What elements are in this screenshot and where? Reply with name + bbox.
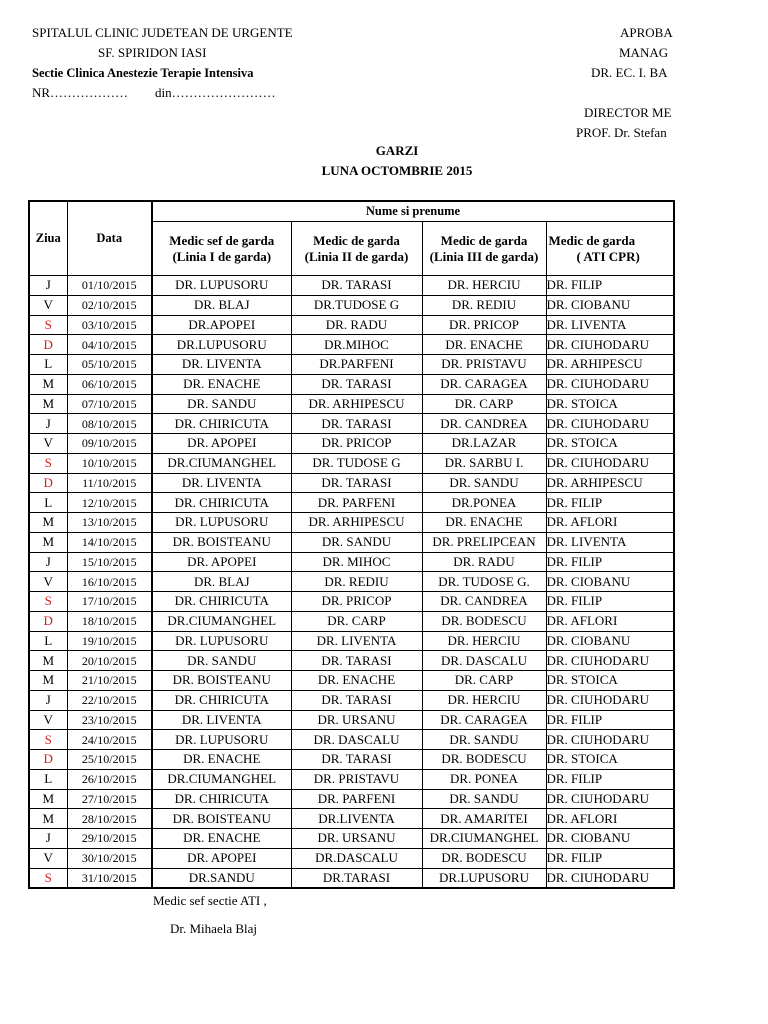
cell-cpr-doctor: DR. FILIP — [546, 848, 674, 868]
table-row — [29, 592, 674, 612]
table-row — [29, 394, 674, 414]
cell-line1-doctor: DR. BLAJ — [152, 572, 291, 592]
cell-line2-doctor: DR. TARASI — [291, 374, 422, 394]
cell-day: M — [29, 374, 67, 394]
cell-day: D — [29, 611, 67, 631]
cell-cpr-doctor: DR. ARHIPESCU — [546, 355, 674, 375]
cell-cpr-doctor: DR. AFLORI — [546, 611, 674, 631]
cell-line3-doctor: DR. RADU — [422, 552, 546, 572]
cell-line1-doctor: DR. ENACHE — [152, 829, 291, 849]
cell-line3-doctor: DR. HERCIU — [422, 690, 546, 710]
cell-line2-doctor: DR. PARFENI — [291, 789, 422, 809]
approval-line1: APROBA — [620, 25, 673, 40]
cell-day: J — [29, 829, 67, 849]
cell-date: 19/10/2015 — [67, 631, 152, 651]
cell-line2-doctor: DR. URSANU — [291, 710, 422, 730]
table-row — [29, 374, 674, 394]
cell-line2-doctor: DR. MIHOC — [291, 552, 422, 572]
col-header-line1-title: Medic sef de garda — [169, 232, 275, 248]
cell-line2-doctor: DR. REDIU — [291, 572, 422, 592]
cell-line1-doctor: DR. BLAJ — [152, 295, 291, 315]
cell-line3-doctor: DR. HERCIU — [422, 276, 546, 296]
cell-cpr-doctor: DR. LIVENTA — [546, 532, 674, 552]
cell-date: 26/10/2015 — [67, 769, 152, 789]
table-row — [29, 355, 674, 375]
page-title — [0, 143, 768, 159]
cell-line3-doctor: DR. CANDREA — [422, 414, 546, 434]
cell-line3-doctor: DR.PONEA — [422, 493, 546, 513]
title-text: GARZI — [375, 143, 419, 158]
table-row — [29, 710, 674, 730]
cell-cpr-doctor: DR. AFLORI — [546, 809, 674, 829]
col-header-date: Data — [67, 201, 152, 276]
cell-date: 23/10/2015 — [67, 710, 152, 730]
signature-title: Medic sef sectie ATI , — [153, 893, 267, 908]
cell-line1-doctor: DR. LUPUSORU — [152, 276, 291, 296]
section-name: Sectie Clinica Anestezie Terapie Intensiva — [32, 66, 254, 80]
cell-line3-doctor: DR. CANDREA — [422, 592, 546, 612]
page-subtitle — [0, 163, 768, 179]
table-row — [29, 750, 674, 770]
cell-line1-doctor: DR. LUPUSORU — [152, 730, 291, 750]
cell-day: D — [29, 335, 67, 355]
cell-day: S — [29, 592, 67, 612]
cell-line1-doctor: DR.SANDU — [152, 868, 291, 888]
cell-line3-doctor: DR. BODESCU — [422, 848, 546, 868]
cell-line3-doctor: DR. ENACHE — [422, 335, 546, 355]
signature-name: Dr. Mihaela Blaj — [170, 921, 258, 936]
approval-line4: DIRECTOR ME — [584, 105, 672, 120]
cell-line1-doctor: DR.CIUMANGHEL — [152, 453, 291, 473]
cell-cpr-doctor: DR. STOICA — [546, 750, 674, 770]
cell-day: V — [29, 572, 67, 592]
cell-day: M — [29, 532, 67, 552]
table-row — [29, 414, 674, 434]
cell-line2-doctor: DR. DASCALU — [291, 730, 422, 750]
table-row — [29, 789, 674, 809]
cell-line3-doctor: DR. REDIU — [422, 295, 546, 315]
cell-date: 03/10/2015 — [67, 315, 152, 335]
table-row — [29, 868, 674, 888]
cell-day: S — [29, 868, 67, 888]
cell-date: 31/10/2015 — [67, 868, 152, 888]
cell-day: V — [29, 710, 67, 730]
cell-line1-doctor: DR. CHIRICUTA — [152, 789, 291, 809]
cell-line3-doctor: DR. CARAGEA — [422, 374, 546, 394]
cell-date: 17/10/2015 — [67, 592, 152, 612]
cell-cpr-doctor: DR. AFLORI — [546, 513, 674, 533]
cell-line2-doctor: DR.PARFENI — [291, 355, 422, 375]
cell-cpr-doctor: DR. FILIP — [546, 710, 674, 730]
cell-date: 07/10/2015 — [67, 394, 152, 414]
approval-line5: PROF. Dr. Stefan — [576, 125, 667, 140]
cell-date: 08/10/2015 — [67, 414, 152, 434]
hospital-name-line1: SPITALUL CLINIC JUDETEAN DE URGENTE — [32, 25, 293, 40]
cell-line2-doctor: DR.TARASI — [291, 868, 422, 888]
cell-date: 21/10/2015 — [67, 671, 152, 691]
cell-line3-doctor: DR. SANDU — [422, 730, 546, 750]
cell-day: M — [29, 651, 67, 671]
cell-day: V — [29, 295, 67, 315]
cell-day: S — [29, 730, 67, 750]
cell-day: L — [29, 355, 67, 375]
table-row — [29, 848, 674, 868]
cell-line2-doctor: DR.MIHOC — [291, 335, 422, 355]
col-group-header: Nume si prenume — [152, 201, 674, 222]
col-header-line3-sub: (Linia III de garda) — [429, 248, 539, 264]
cell-line2-doctor: DR. LIVENTA — [291, 631, 422, 651]
cell-cpr-doctor: DR. CIOBANU — [546, 295, 674, 315]
cell-cpr-doctor: DR. CIUHODARU — [546, 690, 674, 710]
table-row — [29, 493, 674, 513]
cell-line1-doctor: DR. BOISTEANU — [152, 532, 291, 552]
col-header-line1 — [152, 222, 291, 276]
col-header-cpr — [546, 222, 674, 276]
cell-line3-doctor: DR. TUDOSE G. — [422, 572, 546, 592]
cell-cpr-doctor: DR. LIVENTA — [546, 315, 674, 335]
cell-line2-doctor: DR. PRICOP — [291, 592, 422, 612]
cell-line2-doctor: DR. SANDU — [291, 532, 422, 552]
cell-day: J — [29, 414, 67, 434]
cell-line3-doctor: DR. PRICOP — [422, 315, 546, 335]
cell-line3-doctor: DR. CARP — [422, 394, 546, 414]
cell-date: 13/10/2015 — [67, 513, 152, 533]
cell-cpr-doctor: DR. CIUHODARU — [546, 651, 674, 671]
cell-day: L — [29, 631, 67, 651]
cell-cpr-doctor: DR. CIOBANU — [546, 829, 674, 849]
cell-date: 27/10/2015 — [67, 789, 152, 809]
table-row — [29, 690, 674, 710]
col-header-line2-sub: (Linia II de garda) — [304, 248, 409, 264]
cell-line2-doctor: DR. PRICOP — [291, 434, 422, 454]
cell-cpr-doctor: DR. CIUHODARU — [546, 335, 674, 355]
table-row — [29, 295, 674, 315]
approval-line2: MANAG — [619, 45, 669, 60]
cell-day: S — [29, 453, 67, 473]
cell-day: M — [29, 394, 67, 414]
table-row — [29, 730, 674, 750]
cell-line2-doctor: DR. RADU — [291, 315, 422, 335]
cell-line2-doctor: DR. PRISTAVU — [291, 769, 422, 789]
cell-date: 30/10/2015 — [67, 848, 152, 868]
col-header-line2-title: Medic de garda — [313, 232, 400, 248]
col-header-line1-sub: (Linia I de garda) — [172, 248, 272, 264]
cell-line1-doctor: DR. SANDU — [152, 394, 291, 414]
cell-line1-doctor: DR. LUPUSORU — [152, 513, 291, 533]
table-row — [29, 434, 674, 454]
cell-line1-doctor: DR. SANDU — [152, 651, 291, 671]
table-row — [29, 513, 674, 533]
col-header-line2 — [291, 222, 422, 276]
cell-line1-doctor: DR. ENACHE — [152, 750, 291, 770]
table-row — [29, 611, 674, 631]
cell-line2-doctor: DR.LIVENTA — [291, 809, 422, 829]
cell-line1-doctor: DR.CIUMANGHEL — [152, 611, 291, 631]
cell-date: 15/10/2015 — [67, 552, 152, 572]
cell-cpr-doctor: DR. CIUHODARU — [546, 414, 674, 434]
col-header-day: Ziua — [29, 201, 67, 276]
cell-line3-doctor: DR. PRELIPCEAN — [422, 532, 546, 552]
cell-line2-doctor: DR. ARHIPESCU — [291, 513, 422, 533]
approval-line3: DR. EC. I. BA — [591, 65, 668, 80]
cell-cpr-doctor: DR. CIUHODARU — [546, 374, 674, 394]
cell-line2-doctor: DR. TARASI — [291, 276, 422, 296]
cell-cpr-doctor: DR. STOICA — [546, 434, 674, 454]
cell-line1-doctor: DR. LUPUSORU — [152, 631, 291, 651]
table-row — [29, 315, 674, 335]
cell-day: M — [29, 789, 67, 809]
cell-line1-doctor: DR. BOISTEANU — [152, 809, 291, 829]
cell-line1-doctor: DR. APOPEI — [152, 434, 291, 454]
cell-day: L — [29, 769, 67, 789]
col-header-cpr-sub: ( ATI CPR) — [576, 248, 640, 264]
cell-line1-doctor: DR. CHIRICUTA — [152, 690, 291, 710]
cell-line1-doctor: DR. CHIRICUTA — [152, 592, 291, 612]
cell-line3-doctor: DR. CARAGEA — [422, 710, 546, 730]
table-row — [29, 769, 674, 789]
cell-line1-doctor: DR. LIVENTA — [152, 355, 291, 375]
cell-line2-doctor: DR. TARASI — [291, 414, 422, 434]
cell-date: 02/10/2015 — [67, 295, 152, 315]
cell-line1-doctor: DR.CIUMANGHEL — [152, 769, 291, 789]
cell-line2-doctor: DR. ARHIPESCU — [291, 394, 422, 414]
cell-line1-doctor: DR. APOPEI — [152, 552, 291, 572]
cell-cpr-doctor: DR. CIUHODARU — [546, 868, 674, 888]
cell-day: S — [29, 315, 67, 335]
cell-line3-doctor: DR. SANDU — [422, 473, 546, 493]
cell-line2-doctor: DR. TUDOSE G — [291, 453, 422, 473]
cell-date: 16/10/2015 — [67, 572, 152, 592]
cell-cpr-doctor: DR. FILIP — [546, 552, 674, 572]
schedule-rows — [29, 276, 674, 889]
cell-date: 11/10/2015 — [67, 473, 152, 493]
cell-line3-doctor: DR. ENACHE — [422, 513, 546, 533]
table-row — [29, 671, 674, 691]
subtitle-text: LUNA OCTOMBRIE 2015 — [321, 163, 473, 178]
table-row — [29, 532, 674, 552]
cell-line2-doctor: DR.DASCALU — [291, 848, 422, 868]
table-row — [29, 809, 674, 829]
cell-line1-doctor: DR.LUPUSORU — [152, 335, 291, 355]
cell-cpr-doctor: DR. CIUHODARU — [546, 453, 674, 473]
cell-date: 29/10/2015 — [67, 829, 152, 849]
cell-day: M — [29, 671, 67, 691]
cell-day: M — [29, 513, 67, 533]
cell-cpr-doctor: DR. STOICA — [546, 671, 674, 691]
cell-line3-doctor: DR. AMARITEI — [422, 809, 546, 829]
cell-line2-doctor: DR. URSANU — [291, 829, 422, 849]
cell-line2-doctor: DR. TARASI — [291, 473, 422, 493]
cell-line1-doctor: DR. BOISTEANU — [152, 671, 291, 691]
cell-day: L — [29, 493, 67, 513]
cell-date: 04/10/2015 — [67, 335, 152, 355]
cell-line1-doctor: DR. APOPEI — [152, 848, 291, 868]
cell-day: J — [29, 276, 67, 296]
table-row — [29, 651, 674, 671]
table-row — [29, 572, 674, 592]
cell-cpr-doctor: DR. FILIP — [546, 592, 674, 612]
cell-date: 09/10/2015 — [67, 434, 152, 454]
cell-line2-doctor: DR. PARFENI — [291, 493, 422, 513]
table-row — [29, 829, 674, 849]
table-row — [29, 276, 674, 296]
registration-date: din…………………… — [155, 85, 276, 100]
cell-day: J — [29, 690, 67, 710]
table-row — [29, 631, 674, 651]
cell-cpr-doctor: DR. FILIP — [546, 276, 674, 296]
cell-cpr-doctor: DR. CIUHODARU — [546, 730, 674, 750]
cell-line1-doctor: DR. CHIRICUTA — [152, 414, 291, 434]
cell-cpr-doctor: DR. ARHIPESCU — [546, 473, 674, 493]
cell-line2-doctor: DR. TARASI — [291, 690, 422, 710]
hospital-name-line2: SF. SPIRIDON IASI — [98, 45, 207, 60]
cell-line3-doctor: DR. PONEA — [422, 769, 546, 789]
cell-date: 05/10/2015 — [67, 355, 152, 375]
cell-date: 12/10/2015 — [67, 493, 152, 513]
cell-line2-doctor: DR. TARASI — [291, 651, 422, 671]
cell-line2-doctor: DR. CARP — [291, 611, 422, 631]
cell-line3-doctor: DR. BODESCU — [422, 750, 546, 770]
cell-cpr-doctor: DR. CIOBANU — [546, 631, 674, 651]
cell-date: 24/10/2015 — [67, 730, 152, 750]
registration-number: NR……………… — [32, 85, 129, 100]
col-header-line3 — [422, 222, 546, 276]
col-header-cpr-title: Medic de garda — [548, 232, 636, 248]
cell-date: 22/10/2015 — [67, 690, 152, 710]
cell-line3-doctor: DR. SANDU — [422, 789, 546, 809]
cell-day: J — [29, 552, 67, 572]
cell-day: V — [29, 848, 67, 868]
cell-date: 06/10/2015 — [67, 374, 152, 394]
cell-date: 10/10/2015 — [67, 453, 152, 473]
cell-line1-doctor: DR. ENACHE — [152, 374, 291, 394]
table-row — [29, 335, 674, 355]
col-header-line3-title: Medic de garda — [440, 232, 528, 248]
cell-day: D — [29, 473, 67, 493]
cell-line3-doctor: DR. BODESCU — [422, 611, 546, 631]
cell-cpr-doctor: DR. CIUHODARU — [546, 789, 674, 809]
cell-line1-doctor: DR. LIVENTA — [152, 473, 291, 493]
cell-day: D — [29, 750, 67, 770]
table-row — [29, 453, 674, 473]
cell-day: V — [29, 434, 67, 454]
table-row — [29, 552, 674, 572]
cell-line3-doctor: DR.CIUMANGHEL — [422, 829, 546, 849]
cell-line1-doctor: DR. CHIRICUTA — [152, 493, 291, 513]
cell-cpr-doctor: DR. FILIP — [546, 769, 674, 789]
cell-line3-doctor: DR. CARP — [422, 671, 546, 691]
cell-line1-doctor: DR. LIVENTA — [152, 710, 291, 730]
cell-line2-doctor: DR. ENACHE — [291, 671, 422, 691]
cell-date: 14/10/2015 — [67, 532, 152, 552]
cell-cpr-doctor: DR. FILIP — [546, 493, 674, 513]
cell-line3-doctor: DR.LUPUSORU — [422, 868, 546, 888]
cell-date: 20/10/2015 — [67, 651, 152, 671]
cell-cpr-doctor: DR. CIOBANU — [546, 572, 674, 592]
cell-date: 25/10/2015 — [67, 750, 152, 770]
cell-day: M — [29, 809, 67, 829]
cell-line3-doctor: DR.LAZAR — [422, 434, 546, 454]
cell-date: 01/10/2015 — [67, 276, 152, 296]
cell-line3-doctor: DR. HERCIU — [422, 631, 546, 651]
cell-cpr-doctor: DR. STOICA — [546, 394, 674, 414]
cell-line3-doctor: DR. SARBU I. — [422, 453, 546, 473]
schedule-table — [28, 200, 675, 889]
cell-date: 18/10/2015 — [67, 611, 152, 631]
cell-line3-doctor: DR. PRISTAVU — [422, 355, 546, 375]
cell-line3-doctor: DR. DASCALU — [422, 651, 546, 671]
cell-line1-doctor: DR.APOPEI — [152, 315, 291, 335]
cell-line2-doctor: DR.TUDOSE G — [291, 295, 422, 315]
table-row — [29, 473, 674, 493]
cell-line2-doctor: DR. TARASI — [291, 750, 422, 770]
cell-date: 28/10/2015 — [67, 809, 152, 829]
